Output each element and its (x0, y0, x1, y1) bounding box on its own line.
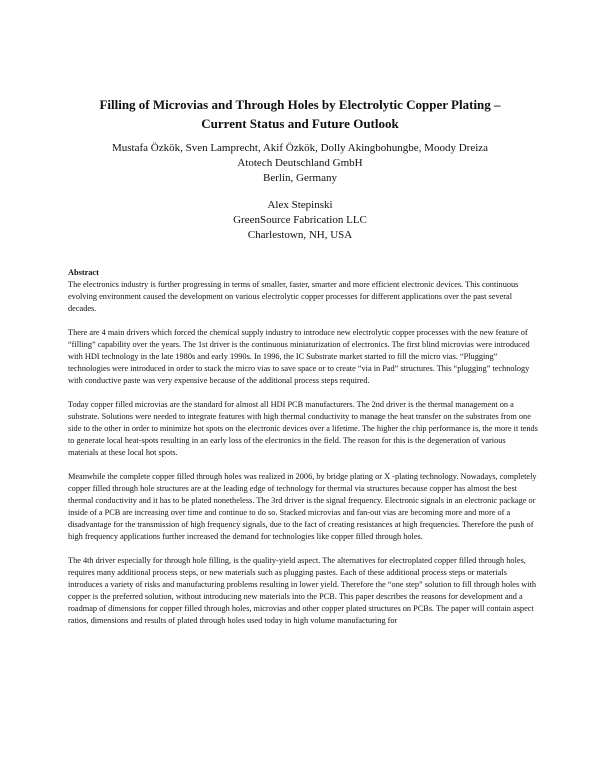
title-line-1: Filling of Microvias and Through Holes by Electrolytic Copper Plating – (99, 97, 501, 112)
author-names: Alex Stepinski (267, 199, 333, 211)
author-affiliation: Atotech Deutschland GmbH (237, 157, 363, 169)
title-line-2: Current Status and Future Outlook (201, 116, 399, 131)
author-affiliation: GreenSource Fabrication LLC (233, 214, 367, 226)
abstract-paragraph-3: Today copper filled microvias are the standard for almost all HDI PCB manufacturers. The 2nd driver is the thermal management on a substrate. Solutions were needed to integrate features with high thermal conductivity to manage the heat transfer on the substrates from one side to the other in order to minimize hot spots on the electronic devices over a lifetime. The higher the chip performance is, the more it tends to generate local heat-spots resulting in an early loss of the electronics in the field. The reason for this is the degeneration of various materials at these local hot spots. (68, 400, 538, 457)
paper-title (60, 95, 540, 133)
author-location: Berlin, Germany (263, 172, 337, 184)
abstract-heading: Abstract (68, 268, 99, 277)
abstract-paragraph-4: Meanwhile the complete copper filled through holes was realized in 2006, by bridge plating or X -plating technology. Nowadays, completely copper filled through hole structures are at the leading edge of technology for thermal via structures because copper has almost the best thermal conductivity and it has to be plated nonetheless. The 3rd driver is the signal frequency. Electronic signals in an electronic package or inside of a PCB are increasing over time and continue to do so. Stacked microvias and fan-out vias are becoming more and more of a disadvantage for the transmission of high frequency signals, due to the fact of creating resistances at high frequencies. Therefore the push of high frequency applications further increased the demand for technologies like copper filled through holes. (68, 472, 537, 541)
authors-block-atotech (40, 141, 560, 186)
abstract-paragraph-5: The 4th driver especially for through hole filling, is the quality-yield aspect. The alternatives for electroplated copper filled through holes, requires many additional process steps, or new materials such as plugging pastes. Each of these additional process steps or materials introduces a variety of risks and manufacturing problems resulting in lower yield. Therefore the “one step” solution to fill through holes with copper is the preferred solution, without introducing new materials into the PCB. This paper describes the reasons for development and a roadmap of dimensions for copper filled through holes, microvias and other copper plated structures on PCBs. The paper will contain aspect ratios, dimensions and results of plated through holes used today in high volume manufacturing for (68, 556, 537, 625)
abstract-section (68, 267, 538, 639)
authors-block-greensource (40, 198, 560, 243)
author-location: Charlestown, NH, USA (247, 229, 353, 241)
abstract-paragraph-1: The electronics industry is further progressing in terms of smaller, faster, smarter and more efficient electronic devices. This continuous evolving environment caused the development on various electrolytic copper processes for different applications over the past several decades. (68, 280, 519, 313)
abstract-paragraph-2: There are 4 main drivers which forced the chemical supply industry to introduce new electrolytic copper processes with the new feature of “filling” capability over the years. The 1st driver is the continuous miniaturization of electronics. The first blind microvias were introduced with HDI technology in the late 1980s and early 1990s. In 1996, the IC Substrate market started to fill the micro vias. “Plugging” technologies were introduced in order to stack the micro vias to save space or to create “via in Pad” structures. This “plugging” technology with conductive paste was very expensive because of the additional process steps required. (68, 328, 530, 385)
author-names: Mustafa Özkök, Sven Lamprecht, Akif Özkök, Dolly Akingbohungbe, Moody Dreiza (111, 142, 489, 154)
